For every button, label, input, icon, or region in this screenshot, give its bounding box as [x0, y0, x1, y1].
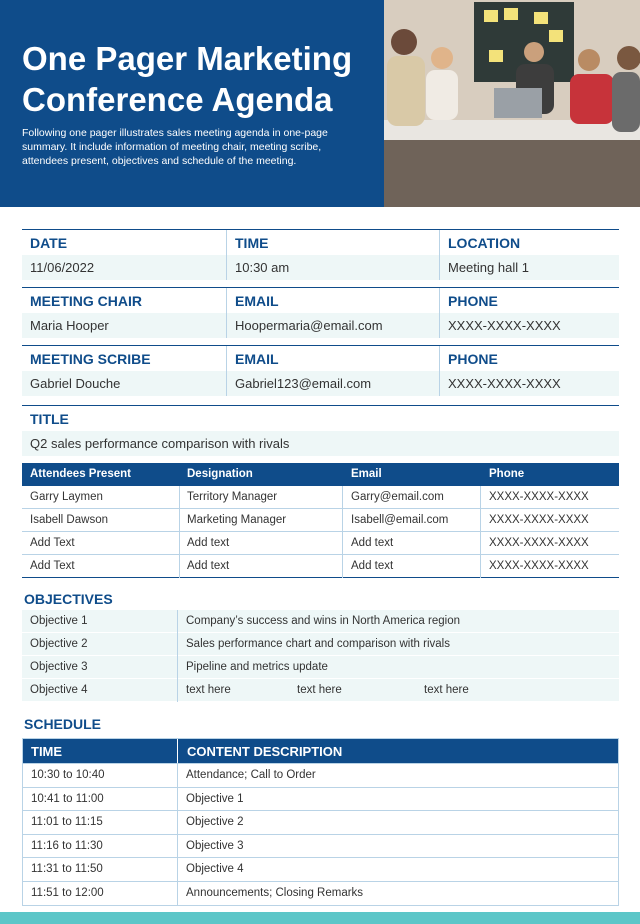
- attendee-email: Garry@email.com: [351, 491, 444, 503]
- date-value: 11/06/2022: [30, 260, 95, 275]
- table-row: [22, 486, 619, 509]
- objectives-list: [22, 610, 619, 702]
- divider: [226, 346, 227, 396]
- info-header-row: [22, 288, 619, 313]
- attendee-name: Isabell Dawson: [30, 514, 108, 526]
- objective-name: Objective 4: [30, 684, 88, 696]
- title-value: Q2 sales performance comparison with rivals: [30, 436, 290, 451]
- divider: [226, 230, 227, 280]
- divider: [179, 532, 180, 555]
- meeting-chair-value: Maria Hooper: [30, 318, 109, 333]
- attendee-email: Isabell@email.com: [351, 514, 449, 526]
- table-row: [23, 810, 618, 834]
- schedule-time: 11:51 to 12:00: [31, 886, 104, 899]
- divider: [177, 858, 178, 881]
- schedule-time: 10:30 to 10:40: [31, 769, 105, 781]
- objective-text: Company’s success and wins in North America region: [186, 615, 460, 627]
- attendees-header-row: [22, 463, 619, 486]
- schedule-content: Announcements; Closing Remarks: [186, 886, 364, 899]
- attendee-phone: XXXX-XXXX-XXXX: [489, 491, 589, 503]
- divider: [439, 346, 440, 396]
- time-value: 10:30 am: [235, 260, 290, 275]
- attendee-phone: XXXX-XXXX-XXXX: [489, 560, 589, 572]
- location-label: LOCATION: [448, 235, 521, 251]
- divider: [179, 486, 180, 509]
- divider: [342, 509, 343, 532]
- attendee-phone: XXXX-XXXX-XXXX: [489, 537, 589, 549]
- scribe-phone-label: PHONE: [448, 351, 498, 367]
- meeting-scribe-label: MEETING SCRIBE: [30, 351, 151, 367]
- divider: [179, 555, 180, 578]
- chair-phone-value: XXXX-XXXX-XXXX: [448, 318, 561, 333]
- divider: [177, 610, 178, 633]
- objective-text: Sales performance chart and comparison with rivals: [186, 638, 450, 650]
- objective-text: text here: [186, 684, 231, 696]
- title-value-row: [22, 431, 619, 456]
- designation-col-header: Designation: [187, 468, 253, 480]
- divider: [342, 486, 343, 509]
- meeting-scribe-value: Gabriel Douche: [30, 376, 121, 391]
- schedule-heading: SCHEDULE: [24, 716, 102, 732]
- divider: [177, 811, 178, 834]
- table-row: [23, 763, 618, 787]
- info-header-row: [22, 230, 619, 255]
- schedule-content: Objective 1: [186, 792, 244, 805]
- header: [0, 0, 640, 207]
- schedule-content: Objective 2: [186, 816, 244, 829]
- attendee-designation: Add text: [187, 537, 230, 549]
- table-row: [22, 555, 619, 578]
- attendee-designation: Marketing Manager: [187, 514, 287, 526]
- attendee-phone: XXXX-XXXX-XXXX: [489, 514, 589, 526]
- objective-text: text here: [297, 684, 342, 696]
- email-col-header: Email: [351, 468, 382, 480]
- objective-text: Pipeline and metrics update: [186, 661, 328, 673]
- table-row: [23, 787, 618, 811]
- objectives-heading: OBJECTIVES: [24, 591, 113, 607]
- time-col-header: TIME: [31, 744, 63, 759]
- divider: [179, 509, 180, 532]
- divider: [177, 633, 178, 656]
- footer-bar: [0, 912, 640, 924]
- schedule-time: 10:41 to 11:00: [31, 792, 104, 805]
- attendee-email: Add text: [351, 560, 394, 572]
- date-label: DATE: [30, 235, 68, 251]
- title-label: TITLE: [30, 411, 69, 427]
- divider: [177, 656, 178, 679]
- table-row: [23, 881, 618, 905]
- info-value-row: [22, 255, 619, 280]
- attendee-designation: Add text: [187, 560, 230, 572]
- divider: [480, 486, 481, 509]
- location-value: Meeting hall 1: [448, 260, 529, 275]
- info-header-row: [22, 346, 619, 371]
- list-item: [22, 656, 619, 679]
- attendee-name: Add Text: [30, 537, 75, 549]
- divider: [177, 835, 178, 858]
- info-meeting-chair: [22, 287, 619, 337]
- info-date-time-location: [22, 229, 619, 279]
- info-value-row: [22, 313, 619, 338]
- info-meeting-scribe: [22, 345, 619, 395]
- header-banner: [0, 0, 384, 207]
- attendee-email: Add text: [351, 537, 394, 549]
- scribe-phone-value: XXXX-XXXX-XXXX: [448, 376, 561, 391]
- phone-col-header: Phone: [489, 468, 525, 480]
- title-section: [22, 405, 619, 455]
- divider: [177, 764, 178, 787]
- divider: [480, 509, 481, 532]
- list-item: [22, 679, 619, 702]
- divider: [226, 288, 227, 338]
- objective-name: Objective 3: [30, 661, 88, 673]
- content-col-header: CONTENT DESCRIPTION: [187, 744, 343, 759]
- chair-phone-label: PHONE: [448, 293, 498, 309]
- objective-name: Objective 1: [30, 615, 88, 627]
- divider: [177, 882, 178, 905]
- attendee-designation: Territory Manager: [187, 491, 278, 503]
- info-value-row: [22, 371, 619, 396]
- page-description: Following one pager illustrates sales meeting agenda in one-page summary. It include information of meeting chair, meeting scribe, attendees present, objectives and schedule of the meeting.: [22, 127, 328, 167]
- chair-email-label: EMAIL: [235, 293, 279, 309]
- schedule-header-row: [23, 739, 618, 763]
- objective-name: Objective 2: [30, 638, 88, 650]
- schedule-time: 11:16 to 11:30: [31, 839, 103, 852]
- time-label: TIME: [235, 235, 269, 251]
- schedule-content: Objective 4: [186, 863, 244, 876]
- divider: [177, 788, 178, 811]
- list-item: [22, 633, 619, 656]
- attendees-col-header: Attendees Present: [30, 468, 131, 480]
- table-row: [23, 834, 618, 858]
- page-title: One Pager Marketing Conference Agenda: [22, 40, 353, 118]
- table-row: [22, 509, 619, 532]
- divider: [342, 555, 343, 578]
- divider: [439, 230, 440, 280]
- chair-email-value: Hoopermaria@email.com: [235, 318, 383, 333]
- objective-text: text here: [424, 684, 469, 696]
- meeting-photo: [384, 0, 640, 207]
- schedule-table: [22, 738, 619, 906]
- list-item: [22, 610, 619, 633]
- scribe-email-value: Gabriel123@email.com: [235, 376, 372, 391]
- divider: [480, 555, 481, 578]
- attendee-name: Garry Laymen: [30, 491, 103, 503]
- attendee-name: Add Text: [30, 560, 75, 572]
- schedule-content: Attendance; Call to Order: [186, 769, 316, 781]
- divider: [177, 739, 178, 763]
- table-row: [23, 857, 618, 881]
- schedule-content: Objective 3: [186, 839, 244, 852]
- divider: [177, 679, 178, 702]
- divider: [480, 532, 481, 555]
- schedule-time: 11:01 to 11:15: [31, 816, 103, 829]
- schedule-time: 11:31 to 11:50: [31, 863, 103, 876]
- table-row: [22, 532, 619, 555]
- attendees-table: [22, 463, 619, 578]
- meeting-photo-illustration: [384, 0, 640, 207]
- meeting-chair-label: MEETING CHAIR: [30, 293, 142, 309]
- scribe-email-label: EMAIL: [235, 351, 279, 367]
- divider: [439, 288, 440, 338]
- divider: [342, 532, 343, 555]
